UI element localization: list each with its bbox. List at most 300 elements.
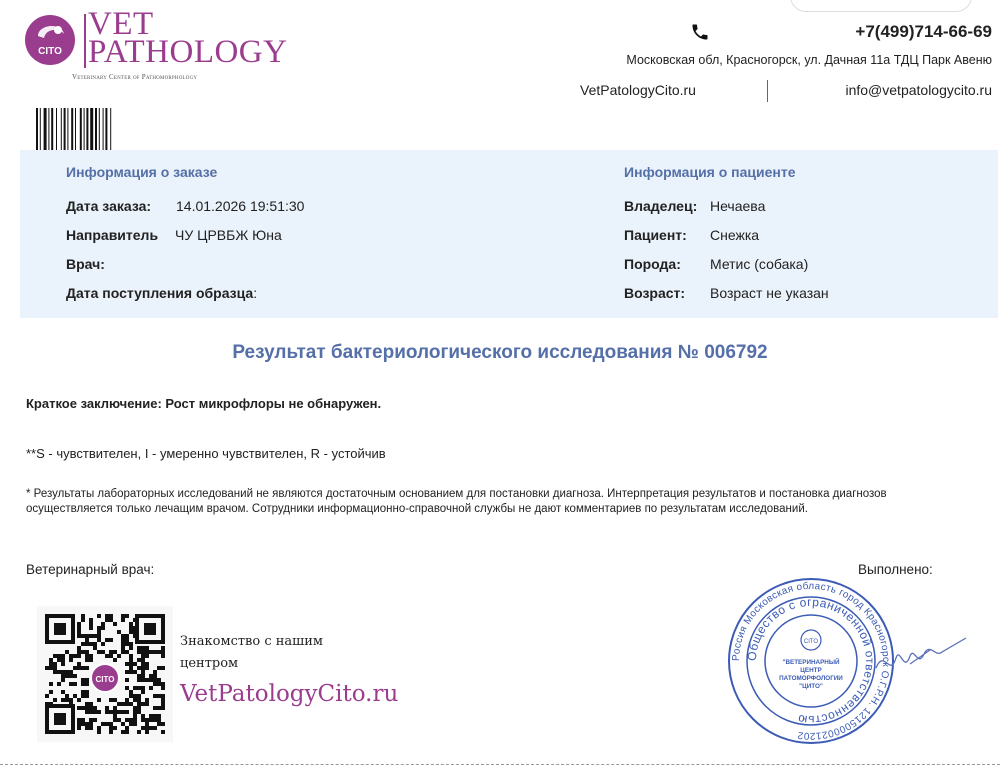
qr-module — [89, 654, 93, 658]
qr-module — [121, 642, 125, 646]
sensitivity-legend: **S - чувствителен, I - умеренно чувствителен, R - устойчив — [26, 446, 386, 461]
barcode-bar — [61, 108, 62, 152]
qr-module — [145, 730, 149, 734]
qr-module — [121, 634, 125, 638]
qr-module — [145, 666, 149, 670]
qr-module — [69, 682, 73, 686]
qr-module — [61, 698, 65, 702]
qr-module — [121, 618, 125, 622]
qr-module — [105, 614, 109, 618]
qr-module — [77, 650, 81, 654]
qr-module — [81, 614, 85, 618]
qr-module — [129, 642, 133, 646]
qr-module — [129, 718, 133, 722]
qr-module — [49, 658, 53, 662]
order-date-value: 14.01.2026 19:51:30 — [176, 198, 305, 214]
qr-module — [101, 642, 105, 646]
qr-module — [121, 646, 125, 650]
qr-module — [125, 726, 129, 730]
qr-module — [53, 670, 57, 674]
qr-module — [137, 710, 141, 714]
qr-module — [65, 650, 69, 654]
qr-module — [157, 718, 161, 722]
qr-module — [161, 646, 165, 650]
qr-module — [89, 722, 93, 726]
qr-module — [117, 630, 121, 634]
qr-module — [153, 670, 157, 674]
qr-module — [121, 710, 125, 714]
qr-module — [157, 694, 161, 698]
qr-module — [125, 662, 129, 666]
qr-module — [85, 678, 89, 682]
qr-module — [81, 682, 85, 686]
qr-module — [113, 714, 117, 718]
qr-module — [109, 614, 113, 618]
qr-module — [149, 726, 153, 730]
qr-module — [97, 650, 101, 654]
qr-module — [161, 702, 165, 706]
qr-module — [97, 698, 101, 702]
patient-info-heading: Информация о пациенте — [624, 164, 796, 180]
top-tab-outline — [790, 0, 972, 12]
qr-module — [121, 722, 125, 726]
qr-module — [85, 658, 89, 662]
qr-module — [141, 650, 145, 654]
qr-module — [97, 638, 101, 642]
age-label: Возраст: — [624, 285, 686, 301]
qr-module — [89, 706, 93, 710]
qr-module — [77, 698, 81, 702]
qr-module — [49, 666, 53, 670]
qr-module — [121, 638, 125, 642]
doctor-label: Врач: — [66, 256, 105, 272]
qr-module — [89, 702, 93, 706]
qr-module — [157, 714, 161, 718]
signature — [870, 628, 970, 688]
qr-module — [89, 658, 93, 662]
qr-module — [129, 658, 133, 662]
qr-module — [141, 718, 145, 722]
qr-module — [141, 662, 145, 666]
qr-module — [57, 658, 61, 662]
qr-module — [133, 662, 137, 666]
qr-module — [157, 678, 161, 682]
qr-module — [73, 654, 77, 658]
qr-module — [97, 630, 101, 634]
qr-module — [125, 702, 129, 706]
qr-module — [161, 694, 165, 698]
qr-module — [137, 678, 141, 682]
result-title: Результат бактериологического исследования № 006792 — [232, 342, 768, 363]
stamp-outer-text: Россия Московская область город Красногорск О.Г.Р.Н. 1215000021202 — [730, 580, 892, 742]
qr-module — [89, 642, 93, 646]
referrer-value: ЧУ ЦРВБЖ Юна — [175, 227, 282, 243]
qr-module — [105, 618, 109, 622]
qr-module — [81, 650, 85, 654]
qr-module — [97, 626, 101, 630]
qr-module — [97, 710, 101, 714]
qr-module — [89, 626, 93, 630]
qr-module — [81, 722, 85, 726]
qr-module — [157, 722, 161, 726]
qr-module — [137, 702, 141, 706]
qr-module — [145, 650, 149, 654]
qr-module — [85, 722, 89, 726]
qr-module — [125, 698, 129, 702]
qr-module — [89, 634, 93, 638]
qr-module — [141, 702, 145, 706]
qr-module — [129, 630, 133, 634]
qr-module — [77, 706, 81, 710]
qr-module — [137, 658, 141, 662]
qr-module — [113, 726, 117, 730]
patient-label: Пациент: — [624, 227, 687, 243]
qr-module — [61, 690, 65, 694]
barcode-bar — [36, 108, 38, 152]
qr-module — [73, 674, 77, 678]
qr-module — [121, 730, 125, 734]
vet-signature-label: Ветеринарный врач: — [26, 562, 155, 577]
qr-module — [89, 718, 93, 722]
qr-module — [77, 626, 81, 630]
qr-module — [113, 622, 117, 626]
qr-module — [117, 718, 121, 722]
address: Московская обл, Красногорск, ул. Дачная 11а ТДЦ Парк Авеню — [626, 53, 992, 67]
barcode-bar — [75, 108, 76, 152]
qr-module — [81, 634, 85, 638]
qr-module — [137, 686, 141, 690]
qr-module — [81, 666, 85, 670]
qr-module — [85, 726, 89, 730]
logo-tagline: Veterinary Center of Pathomorphology — [72, 73, 198, 81]
qr-module — [93, 718, 97, 722]
qr-module — [93, 646, 97, 650]
qr-module — [129, 670, 133, 674]
qr-module — [129, 722, 133, 726]
qr-module — [109, 654, 113, 658]
qr-module — [85, 642, 89, 646]
qr-module — [77, 646, 81, 650]
qr-module — [81, 690, 85, 694]
qr-module — [129, 694, 133, 698]
owner-value: Нечаева — [710, 198, 766, 214]
qr-module — [81, 718, 85, 722]
qr-module — [141, 686, 145, 690]
qr-module — [137, 706, 141, 710]
qr-module — [161, 650, 165, 654]
qr-module — [109, 710, 113, 714]
qr-module — [125, 638, 129, 642]
qr-module — [129, 666, 133, 670]
qr-module — [73, 666, 77, 670]
qr-module — [85, 706, 89, 710]
qr-module — [77, 630, 81, 634]
qr-website-link[interactable]: VetPatologyCito.ru — [180, 681, 399, 707]
qr-module — [69, 674, 73, 678]
logo-divider — [84, 14, 86, 68]
qr-module — [141, 654, 145, 658]
qr-module — [77, 718, 81, 722]
qr-module — [145, 718, 149, 722]
stamp-center-line3: ПАТОМОРФОЛОГИИ — [779, 675, 843, 682]
qr-module — [73, 682, 77, 686]
qr-module — [153, 682, 157, 686]
qr-module — [61, 658, 65, 662]
logo-text-line2: PATHOLOGY — [88, 34, 288, 70]
qr-module — [77, 654, 81, 658]
qr-module — [153, 650, 157, 654]
qr-module — [77, 622, 81, 626]
qr-module — [81, 618, 85, 622]
qr-module — [101, 650, 105, 654]
order-info-heading: Информация о заказе — [66, 164, 218, 180]
qr-module — [109, 722, 113, 726]
result-conclusion: Краткое заключение: Рост микрофлоры не обнаружен. — [26, 396, 382, 411]
qr-module — [77, 634, 81, 638]
qr-module — [105, 638, 109, 642]
qr-module — [49, 662, 53, 666]
qr-module — [145, 678, 149, 682]
qr-module — [113, 718, 117, 722]
qr-module — [153, 674, 157, 678]
qr-module — [129, 662, 133, 666]
qr-module — [145, 726, 149, 730]
barcode — [36, 108, 128, 152]
qr-module — [149, 678, 153, 682]
logo-text-line1: VET — [88, 6, 154, 42]
breed-value: Метис (собака) — [710, 256, 809, 272]
email-link[interactable]: info@vetpatologycito.ru — [845, 82, 992, 98]
qr-module — [97, 726, 101, 730]
qr-module — [121, 650, 125, 654]
qr-module — [53, 698, 57, 702]
bottom-dashed-rule — [0, 764, 1000, 765]
barcode-bar — [105, 108, 107, 152]
qr-module — [109, 618, 113, 622]
qr-module — [149, 674, 153, 678]
qr-module — [141, 690, 145, 694]
qr-module — [145, 646, 149, 650]
qr-caption-line2: центром — [180, 656, 239, 671]
qr-module — [145, 654, 149, 658]
qr-module — [117, 702, 121, 706]
barcode-bar — [103, 108, 104, 152]
barcode-bar — [95, 108, 97, 152]
qr-module — [133, 722, 137, 726]
qr-module — [137, 650, 141, 654]
qr-module — [49, 690, 53, 694]
sample-date-suffix: : — [253, 285, 258, 301]
qr-module — [77, 722, 81, 726]
qr-module — [145, 662, 149, 666]
qr-module — [93, 634, 97, 638]
qr-module — [113, 710, 117, 714]
qr-module — [133, 694, 137, 698]
qr-module — [137, 730, 141, 734]
qr-module — [89, 618, 93, 622]
qr-module — [77, 726, 81, 730]
vet-pathology-logo-icon — [24, 14, 76, 66]
completed-label: Выполнено: — [858, 562, 933, 577]
qr-module — [125, 650, 129, 654]
qr-module — [85, 638, 89, 642]
barcode-bar — [44, 108, 47, 152]
barcode-bar — [84, 108, 85, 152]
qr-module — [157, 682, 161, 686]
qr-module — [141, 670, 145, 674]
qr-module — [137, 694, 141, 698]
qr-module — [157, 650, 161, 654]
qr-module — [161, 698, 165, 702]
qr-module — [65, 674, 69, 678]
qr-module — [101, 626, 105, 630]
qr-module — [85, 634, 89, 638]
qr-module — [161, 682, 165, 686]
qr-module — [77, 662, 81, 666]
qr-module — [153, 714, 157, 718]
qr-module — [149, 714, 153, 718]
qr-module — [85, 682, 89, 686]
sample-date-label: Дата поступления образца — [66, 285, 254, 301]
qr-module — [81, 706, 85, 710]
breed-label: Порода: — [624, 256, 681, 272]
qr-module — [153, 678, 157, 682]
qr-code[interactable] — [37, 606, 173, 742]
qr-module — [153, 706, 157, 710]
qr-module — [133, 706, 137, 710]
qr-caption-line1: Знакомство с нашим — [180, 634, 324, 649]
qr-module — [85, 654, 89, 658]
qr-module — [109, 650, 113, 654]
qr-module — [141, 674, 145, 678]
stamp-center-line4: "ЦИТО" — [799, 683, 823, 690]
qr-module — [73, 694, 77, 698]
qr-module — [105, 654, 109, 658]
stamp-center-line1: "ВЕТЕРИНАРНЫЙ — [782, 659, 840, 666]
qr-module — [85, 702, 89, 706]
qr-module — [121, 702, 125, 706]
qr-module — [69, 670, 73, 674]
qr-module — [133, 670, 137, 674]
qr-module — [105, 722, 109, 726]
qr-module — [137, 698, 141, 702]
barcode-bar — [40, 108, 41, 152]
qr-module — [141, 646, 145, 650]
qr-module — [153, 726, 157, 730]
qr-module — [149, 650, 153, 654]
qr-module — [141, 666, 145, 670]
qr-module — [69, 698, 73, 702]
referrer-label: Направитель — [66, 227, 159, 243]
age-value: Возраст не указан — [710, 285, 829, 301]
qr-module — [133, 698, 137, 702]
qr-module — [57, 670, 61, 674]
qr-module — [85, 690, 89, 694]
qr-module — [161, 686, 165, 690]
qr-module — [153, 694, 157, 698]
qr-module — [149, 718, 153, 722]
qr-module — [105, 706, 109, 710]
qr-module — [101, 622, 105, 626]
qr-module — [65, 698, 69, 702]
qr-module — [53, 662, 57, 666]
qr-module — [125, 730, 129, 734]
qr-module — [125, 642, 129, 646]
website-link[interactable]: VetPatologyCito.ru — [580, 82, 696, 98]
qr-module — [161, 722, 165, 726]
logo-badge-text: CITO — [38, 46, 62, 57]
qr-module — [125, 614, 129, 618]
barcode-bar — [86, 108, 88, 152]
disclaimer: * Результаты лабораторных исследований не являются достаточным основанием для постановки диагноза. Интерпретация результатов и постановка диагнозов осуществляется только лечащим врачом. Сотрудники информационно-справочной службы не дают комментариев по результатам исследований. — [26, 488, 887, 515]
qr-module — [65, 694, 69, 698]
stamp-logo-badge: CITO — [803, 639, 819, 645]
barcode-bar — [56, 108, 57, 152]
qr-module — [81, 694, 85, 698]
qr-module — [81, 642, 85, 646]
qr-module — [157, 706, 161, 710]
stamp-middle-text: Общество с ограниченной ответственностью — [744, 594, 878, 728]
contact-separator — [767, 80, 768, 102]
qr-module — [109, 698, 113, 702]
qr-module — [97, 614, 101, 618]
qr-module — [141, 678, 145, 682]
qr-module — [97, 730, 101, 734]
phone-number[interactable]: +7(499)714-66-69 — [855, 22, 992, 41]
qr-module — [141, 726, 145, 730]
qr-module — [141, 658, 145, 662]
qr-module — [133, 714, 137, 718]
qr-module — [129, 622, 133, 626]
barcode-bar — [80, 108, 82, 152]
barcode-bar — [67, 108, 68, 152]
qr-module — [53, 666, 57, 670]
qr-module — [113, 650, 117, 654]
qr-module — [125, 686, 129, 690]
qr-module — [45, 694, 49, 698]
qr-module — [85, 666, 89, 670]
qr-module — [105, 710, 109, 714]
qr-module — [53, 654, 57, 658]
qr-module — [89, 726, 93, 730]
qr-module — [89, 622, 93, 626]
qr-module — [117, 654, 121, 658]
qr-module — [61, 670, 65, 674]
qr-module — [137, 666, 141, 670]
qr-module — [109, 726, 113, 730]
barcode-bar — [64, 108, 66, 152]
qr-module — [113, 658, 117, 662]
qr-module — [81, 678, 85, 682]
qr-module — [153, 718, 157, 722]
qr-module — [133, 686, 137, 690]
qr-module — [49, 682, 53, 686]
qr-module — [145, 698, 149, 702]
sample-date-row — [66, 285, 257, 303]
qr-module — [61, 654, 65, 658]
qr-module — [85, 710, 89, 714]
qr-module — [93, 710, 97, 714]
barcode-bar — [71, 108, 73, 152]
qr-module — [141, 714, 145, 718]
qr-module — [125, 670, 129, 674]
qr-module — [97, 634, 101, 638]
qr-module — [113, 706, 117, 710]
qr-module — [125, 678, 129, 682]
qr-module — [133, 718, 137, 722]
barcode-bar — [48, 108, 49, 152]
qr-module — [161, 654, 165, 658]
